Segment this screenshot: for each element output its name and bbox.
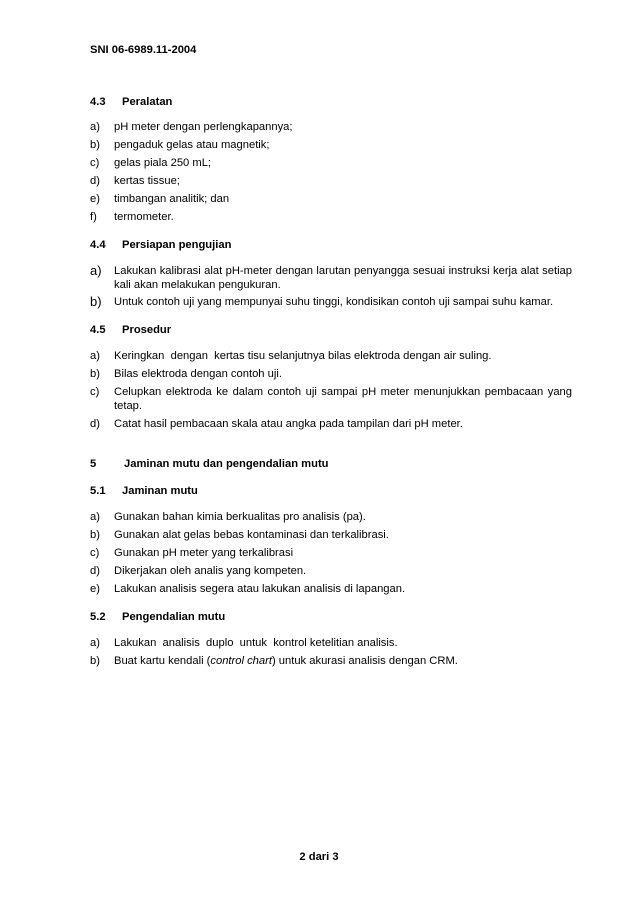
item-text-emphasis: control chart — [210, 655, 272, 667]
list-item — [90, 636, 572, 650]
item-text: Bilas elektroda dengan contoh uji. — [114, 368, 282, 380]
item-text: Gunakan pH meter yang terkalibrasi — [114, 547, 294, 559]
item-letter: d) — [90, 175, 100, 187]
list-item — [90, 417, 572, 431]
item-text: Celupkan elektroda ke dalam contoh uji sampai pH meter menunjukkan pembacaan yang tetap. — [114, 386, 572, 412]
item-letter: a) — [90, 637, 100, 649]
list-item — [90, 510, 572, 524]
item-letter: b) — [90, 139, 100, 151]
item-text: timbangan analitik; dan — [114, 193, 230, 205]
list-item — [90, 210, 572, 224]
item-text: pengaduk gelas atau magnetik; — [114, 139, 270, 151]
item-text-post: ) untuk akurasi analisis dengan CRM. — [271, 655, 458, 667]
item-text: Lakukan analisis segera atau lakukan analisis di lapangan. — [114, 583, 406, 595]
item-text: Gunakan bahan kimia berkualitas pro analisis (pa). — [114, 511, 366, 523]
item-letter: c) — [90, 547, 100, 559]
list-item — [90, 564, 572, 578]
list-item — [90, 295, 572, 309]
item-text: Untuk contoh uji yang mempunyai suhu tinggi, kondisikan contoh uji sampai suhu kamar. — [114, 296, 554, 308]
quality-assurance-list — [90, 510, 572, 596]
list-item — [90, 367, 572, 381]
item-letter: a) — [90, 121, 100, 133]
section-title: Jaminan mutu — [122, 485, 198, 497]
section-heading-4-3 — [90, 95, 572, 109]
item-text-pre: Buat kartu kendali ( — [114, 655, 211, 667]
section-number: 5 — [90, 458, 97, 470]
item-text: pH meter dengan perlengkapannya; — [114, 121, 293, 133]
preparation-list — [90, 264, 572, 309]
item-text: Keringkan dengan kertas tisu selanjutnya bilas elektroda dengan air suling. — [114, 350, 492, 362]
item-letter: a) — [90, 263, 102, 278]
list-item — [90, 546, 572, 560]
section-number: 4.4 — [90, 239, 106, 251]
list-item — [90, 349, 572, 363]
list-item — [90, 385, 572, 413]
section-title: Prosedur — [122, 324, 172, 336]
item-letter: b) — [90, 655, 100, 667]
item-text: Catat hasil pembacaan skala atau angka pada tampilan dari pH meter. — [114, 418, 463, 430]
section-number: 5.1 — [90, 485, 106, 497]
section-title: Pengendalian mutu — [122, 611, 226, 623]
item-letter: b) — [90, 529, 100, 541]
section-title: Jaminan mutu dan pengendalian mutu — [124, 458, 329, 470]
item-text: Dikerjakan oleh analis yang kompeten. — [114, 565, 307, 577]
section-title: Persiapan pengujian — [122, 239, 232, 251]
section-title: Peralatan — [122, 96, 173, 108]
list-item — [90, 174, 572, 188]
section-heading-4-4 — [90, 238, 572, 252]
item-letter: e) — [90, 193, 100, 205]
item-letter: d) — [90, 418, 100, 430]
equipment-list — [90, 120, 572, 224]
list-item — [90, 582, 572, 596]
document-id: SNI 06-6989.11-2004 — [90, 44, 197, 56]
item-letter: c) — [90, 386, 100, 398]
quality-control-list — [90, 636, 572, 668]
item-text: Gunakan alat gelas bebas kontaminasi dan terkalibrasi. — [114, 529, 389, 541]
item-letter: d) — [90, 565, 100, 577]
section-number: 4.5 — [90, 324, 106, 336]
list-item — [90, 654, 572, 668]
page-number: 2 dari 3 — [299, 851, 339, 863]
item-letter: b) — [90, 368, 100, 380]
item-text: Lakukan kalibrasi alat pH-meter dengan larutan penyangga sesuai instruksi kerja alat setiap kali akan melakukan pengukuran. — [114, 265, 572, 291]
list-item — [90, 264, 572, 292]
procedure-list — [90, 349, 572, 431]
item-letter: b) — [90, 294, 102, 309]
item-text: gelas piala 250 mL; — [114, 157, 212, 169]
item-letter: c) — [90, 157, 100, 169]
section-heading-4-5 — [90, 323, 572, 337]
item-letter: a) — [90, 350, 100, 362]
item-text: kertas tissue; — [114, 175, 180, 187]
section-number: 4.3 — [90, 96, 106, 108]
item-text: Lakukan analisis duplo untuk kontrol ketelitian analisis. — [114, 637, 398, 649]
list-item — [90, 138, 572, 152]
item-text: termometer. — [114, 211, 174, 223]
list-item — [90, 156, 572, 170]
list-item — [90, 120, 572, 134]
document-body — [90, 95, 572, 668]
item-letter: e) — [90, 583, 100, 595]
section-number: 5.2 — [90, 611, 106, 623]
section-heading-5-1 — [90, 484, 572, 498]
list-item — [90, 528, 572, 542]
item-letter: a) — [90, 511, 100, 523]
item-letter: f) — [90, 211, 97, 223]
section-heading-5-2 — [90, 610, 572, 624]
list-item — [90, 192, 572, 206]
section-heading-5 — [90, 457, 572, 471]
